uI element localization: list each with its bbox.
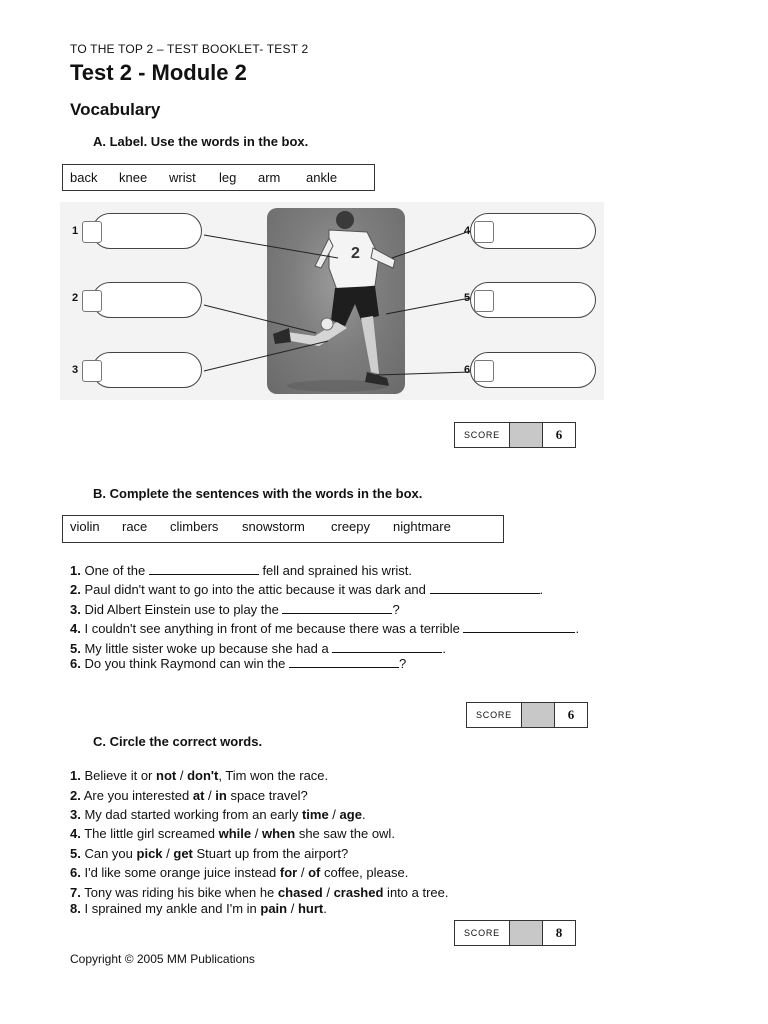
sentence-number: 7.	[70, 885, 81, 900]
sentence-text: Believe it or	[84, 768, 157, 783]
sentence-text: One of the	[84, 563, 146, 578]
answer-blank[interactable]	[332, 641, 442, 653]
sentence-number: 4.	[70, 826, 81, 841]
score-label: SCORE	[455, 423, 510, 447]
sentence-number: 3.	[70, 602, 81, 617]
sentence-text: into a tree.	[383, 885, 449, 900]
page-title: Test 2 - Module 2	[70, 60, 247, 85]
word-box-b	[62, 515, 504, 543]
sentence-text: I sprained my ankle and I'm in	[84, 901, 261, 916]
option-word[interactable]: in	[215, 788, 227, 803]
sentence-text: Can you	[84, 846, 137, 861]
label-answer-box-3[interactable]	[92, 352, 202, 388]
option-word[interactable]: pain	[260, 901, 288, 916]
option-word[interactable]: time	[301, 807, 329, 822]
sentence-c-6: 6. I'd like some orange juice instead for / of coffee, please.	[70, 865, 409, 880]
sentence-number: 6.	[70, 656, 81, 671]
label-tab	[82, 290, 102, 312]
section-heading-vocabulary: Vocabulary	[70, 100, 161, 119]
sentence-text: My dad started working from an early	[84, 807, 302, 822]
sentence-b-3	[70, 602, 400, 617]
option-word[interactable]: hurt	[297, 901, 324, 916]
word-box-item: race	[122, 519, 148, 534]
score-entry-field[interactable]	[510, 921, 543, 945]
label-number: 1	[72, 225, 79, 237]
sentence-text: ?	[392, 602, 400, 617]
sentence-number: 5.	[70, 641, 81, 656]
score-max: 8	[543, 921, 575, 945]
svg-text:2: 2	[351, 245, 360, 262]
sentence-b-4	[70, 621, 579, 636]
sentence-text: The little girl screamed	[84, 826, 219, 841]
sentence-text: Are you interested	[83, 788, 193, 803]
sentence-number: 2.	[70, 582, 81, 597]
word-box-item: ankle	[306, 170, 338, 185]
label-tab	[82, 360, 102, 382]
answer-blank[interactable]	[289, 656, 399, 668]
sentence-text: Stuart up from the airport?	[192, 846, 349, 861]
sentence-c-3: 3. My dad started working from an early time / age.	[70, 807, 366, 822]
label-answer-box-1[interactable]	[92, 213, 202, 249]
answer-blank[interactable]	[149, 563, 259, 575]
score-entry-field[interactable]	[510, 423, 543, 447]
option-word[interactable]: pick	[136, 846, 163, 861]
option-word[interactable]: at	[192, 788, 205, 803]
sentence-text: space travel?	[226, 788, 308, 803]
sentence-number: 8.	[70, 901, 81, 916]
sentence-text: Paul didn't want to go into the attic because it was dark and	[84, 582, 426, 597]
option-word[interactable]: age	[339, 807, 362, 822]
label-tab	[474, 221, 494, 243]
sentence-number: 5.	[70, 846, 81, 861]
word-box-item: creepy	[331, 519, 371, 534]
label-number: 6	[464, 364, 471, 376]
sentence-c-8: 8. I sprained my ankle and I'm in pain / hurt.	[70, 901, 327, 916]
score-entry-field[interactable]	[522, 703, 555, 727]
sentence-number: 3.	[70, 807, 81, 822]
copyright-footer: Copyright © 2005 MM Publications	[70, 952, 255, 966]
sentence-b-2	[70, 582, 543, 597]
option-word[interactable]: of	[308, 865, 321, 880]
option-word[interactable]: not	[156, 768, 177, 783]
word-box-item: violin	[70, 519, 100, 534]
label-tab	[82, 221, 102, 243]
label-number: 3	[72, 364, 79, 376]
sentence-text: Tony was riding his bike when he	[84, 885, 278, 900]
sentence-text: fell and sprained his wrist.	[262, 563, 413, 578]
sentence-c-2: 2. Are you interested at / in space travel?	[70, 788, 308, 803]
label-answer-box-2[interactable]	[92, 282, 202, 318]
label-number: 5	[464, 292, 471, 304]
sentence-number: 6.	[70, 865, 81, 880]
word-box-item: snowstorm	[242, 519, 305, 534]
option-word[interactable]: for	[279, 865, 298, 880]
sentence-b-1	[70, 563, 412, 578]
section-c-instruction: C. Circle the correct words.	[93, 734, 263, 749]
sentence-text: Do you think Raymond can win the	[84, 656, 286, 671]
sentence-text: coffee, please.	[320, 865, 409, 880]
sentence-c-5: 5. Can you pick / get Stuart up from the airport?	[70, 846, 349, 861]
sentence-text: I couldn't see anything in front of me because there was a terrible	[84, 621, 460, 636]
label-tab	[474, 290, 494, 312]
sentence-number: 1.	[70, 563, 81, 578]
sentence-c-4: 4. The little girl screamed while / when she saw the owl.	[70, 826, 395, 841]
sentence-text: she saw the owl.	[295, 826, 395, 841]
option-word[interactable]: while	[218, 826, 252, 841]
sentence-text: Did Albert Einstein use to play the	[84, 602, 279, 617]
option-word[interactable]: don't	[187, 768, 219, 783]
series-header: TO THE TOP 2 – TEST BOOKLET- TEST 2	[70, 42, 309, 56]
score-label: SCORE	[467, 703, 522, 727]
word-box-item: arm	[258, 170, 281, 185]
word-box-item: wrist	[169, 170, 196, 185]
label-tab	[474, 360, 494, 382]
answer-blank[interactable]	[282, 602, 392, 614]
score-label: SCORE	[455, 921, 510, 945]
option-word[interactable]: chased	[277, 885, 323, 900]
word-box-item: climbers	[170, 519, 219, 534]
sentence-text: .	[539, 582, 544, 597]
sentence-text: .	[361, 807, 366, 822]
score-box-c	[454, 920, 576, 946]
sentence-b-5	[70, 641, 446, 656]
answer-blank[interactable]	[463, 621, 575, 633]
sentence-number: 2.	[70, 788, 81, 803]
sentence-c-1: 1. Believe it or not / don't, Tim won the race.	[70, 768, 329, 783]
sentence-text: I'd like some orange juice instead	[84, 865, 280, 880]
sentence-b-6	[70, 656, 406, 671]
label-number: 4	[464, 225, 471, 237]
option-word[interactable]: get	[173, 846, 193, 861]
score-box-b	[466, 702, 588, 728]
sentence-text: My little sister woke up because she had a	[84, 641, 329, 656]
sentence-text: .	[323, 901, 327, 916]
word-box-item: leg	[219, 170, 237, 185]
answer-blank[interactable]	[430, 582, 540, 594]
option-word[interactable]: when	[261, 826, 296, 841]
sentence-number: 1.	[70, 768, 81, 783]
sentence-text: .	[442, 641, 446, 656]
score-max: 6	[555, 703, 587, 727]
sentence-text: .	[575, 621, 580, 636]
section-b-instruction: B. Complete the sentences with the words in the box.	[93, 486, 423, 501]
score-box-a	[454, 422, 576, 448]
sentence-text: ?	[398, 656, 407, 671]
section-a-instruction: A. Label. Use the words in the box.	[93, 134, 309, 149]
word-box-item: knee	[119, 170, 148, 185]
word-box-item: back	[70, 170, 98, 185]
sentence-text: , Tim won the race.	[218, 768, 329, 783]
option-word[interactable]: crashed	[333, 885, 384, 900]
sentence-number: 4.	[70, 621, 81, 636]
sentence-c-7: 7. Tony was riding his bike when he chased / crashed into a tree.	[70, 885, 449, 900]
score-max: 6	[543, 423, 575, 447]
label-number: 2	[72, 292, 79, 304]
word-box-item: nightmare	[393, 519, 451, 534]
